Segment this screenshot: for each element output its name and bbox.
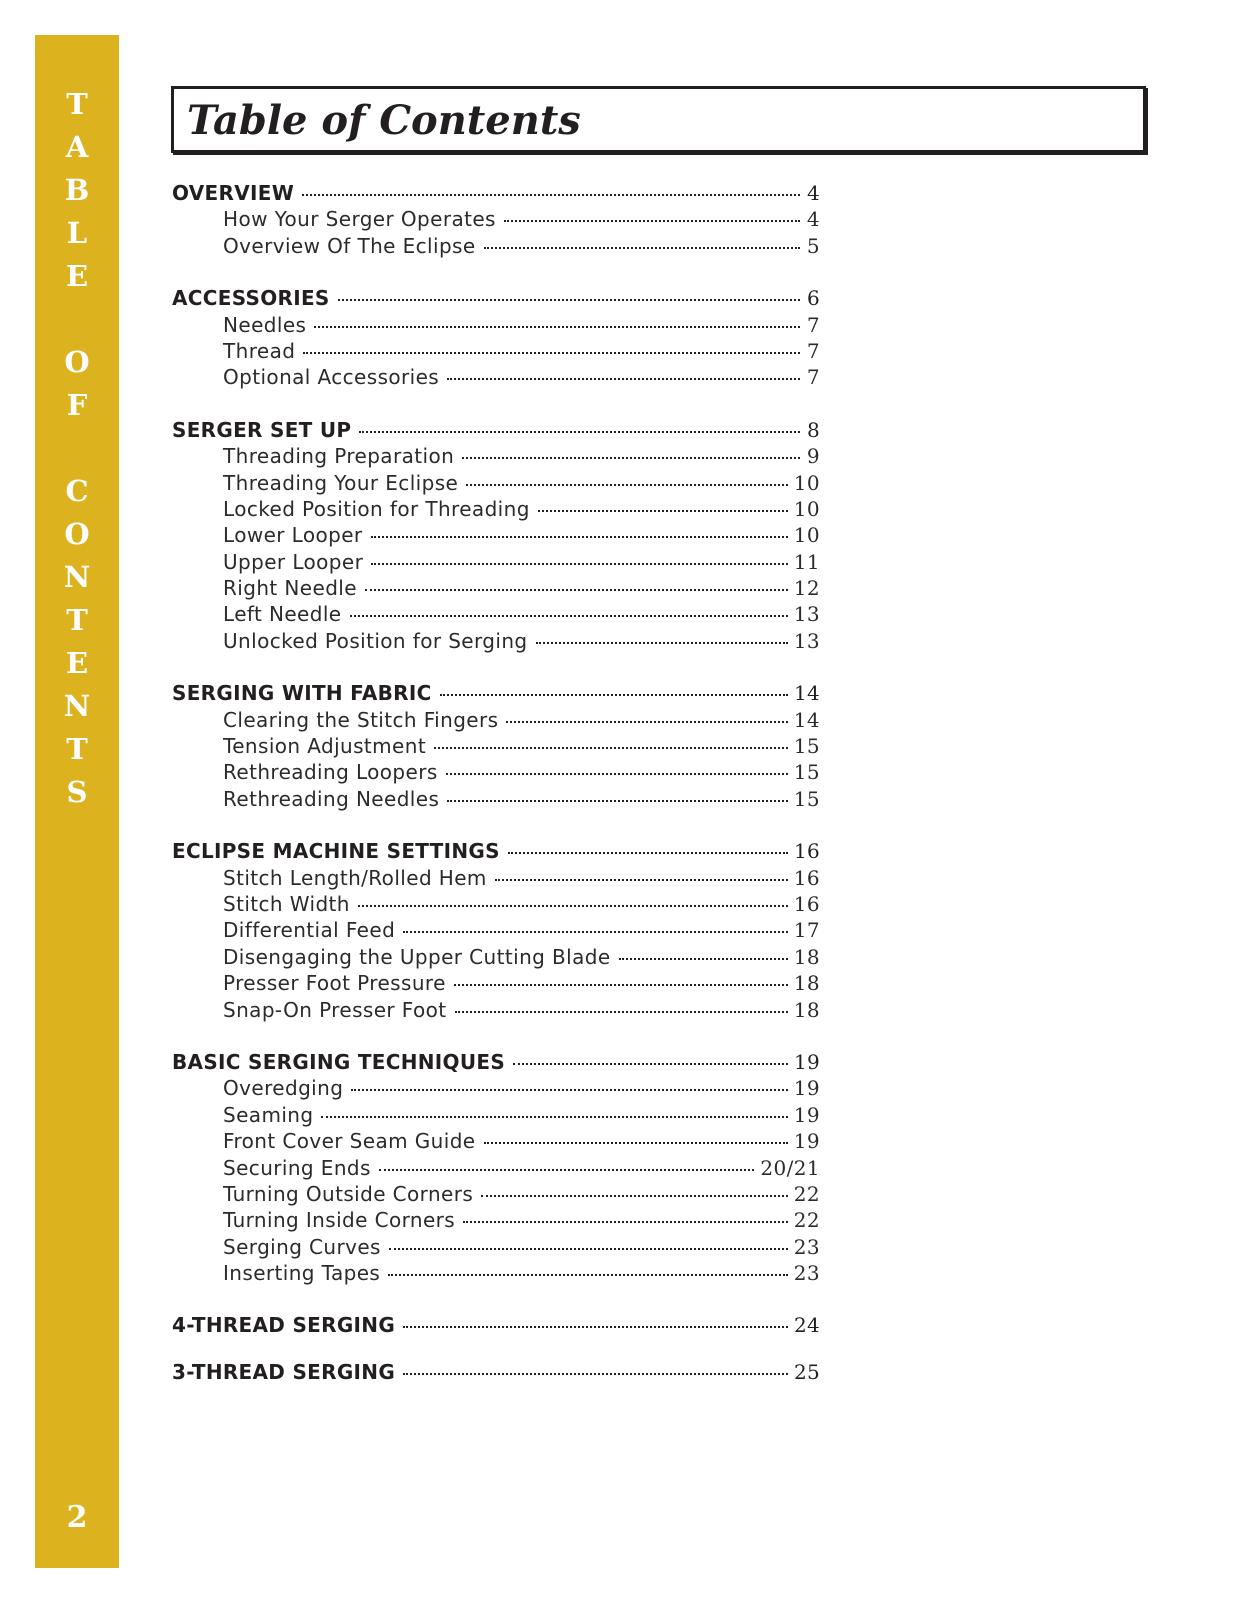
dot-leader	[351, 1089, 787, 1091]
dot-leader	[455, 1011, 788, 1013]
toc-entry-label: Front Cover Seam Guide	[223, 1129, 476, 1154]
dot-leader	[454, 984, 788, 986]
side-letter: A	[65, 130, 89, 164]
side-letter: O	[64, 517, 90, 551]
dot-leader	[447, 800, 787, 802]
toc-entry-label: Clearing the Stitch Fingers	[223, 707, 499, 732]
toc-section-heading[interactable]	[172, 285, 820, 311]
toc-entry-label: Inserting Tapes	[223, 1261, 381, 1286]
toc-entry[interactable]	[172, 206, 820, 232]
toc-entry-page-number: 17	[793, 918, 820, 943]
side-letter: T	[66, 732, 88, 766]
toc-section-heading-label: 3-THREAD SERGING	[172, 1359, 396, 1384]
toc-entry-label: Tension Adjustment	[223, 734, 427, 759]
title-box	[171, 86, 1146, 153]
toc-entry-page-number: 7	[806, 338, 820, 363]
toc-section-group	[172, 1359, 820, 1385]
toc-section-heading[interactable]	[172, 838, 820, 864]
toc-section-heading-label: BASIC SERGING TECHNIQUES	[172, 1049, 506, 1074]
toc-entry[interactable]	[172, 601, 820, 627]
toc-entry[interactable]	[172, 865, 820, 891]
toc-entry[interactable]	[172, 312, 820, 338]
toc-section-heading[interactable]	[172, 1049, 820, 1075]
toc-section-group	[172, 180, 820, 259]
toc-entry-page-number: 15	[793, 786, 820, 811]
toc-section-heading-page-number: 25	[793, 1359, 820, 1384]
dot-leader	[359, 431, 800, 433]
toc-entry[interactable]	[172, 1102, 820, 1128]
toc-entry-label: Lower Looper	[223, 523, 363, 548]
toc-entry[interactable]	[172, 1181, 820, 1207]
dot-leader	[508, 852, 788, 854]
toc-entry-label: Disengaging the Upper Cutting Blade	[223, 944, 611, 969]
toc-entry[interactable]	[172, 707, 820, 733]
toc-entry-label: Upper Looper	[223, 549, 364, 574]
toc-entry[interactable]	[172, 944, 820, 970]
toc-entry-page-number: 22	[793, 1208, 820, 1233]
toc-entry-page-number: 23	[793, 1261, 820, 1286]
page-title: Table of Contents	[187, 97, 581, 144]
toc-entry-page-number: 7	[806, 365, 820, 390]
dot-leader	[302, 194, 800, 196]
side-band	[35, 35, 119, 1568]
toc-section-heading[interactable]	[172, 180, 820, 206]
toc-entry[interactable]	[172, 443, 820, 469]
toc-entry-label: Securing Ends	[223, 1155, 371, 1180]
toc-entry-label: Differential Feed	[223, 918, 396, 943]
toc-entry[interactable]	[172, 891, 820, 917]
toc-entry-label: Overedging	[223, 1076, 344, 1101]
toc-entry-page-number: 19	[793, 1102, 820, 1127]
toc-entry[interactable]	[172, 496, 820, 522]
side-letter: T	[66, 87, 88, 121]
side-letter: E	[65, 259, 89, 293]
dot-leader	[440, 694, 788, 696]
toc-entry[interactable]	[172, 364, 820, 390]
toc-entry-page-number: 10	[793, 470, 820, 495]
toc-entry-label: Seaming	[223, 1102, 314, 1127]
toc-entry[interactable]	[172, 759, 820, 785]
toc-entry-label: Overview Of The Eclipse	[223, 233, 476, 258]
dot-leader	[484, 247, 800, 249]
toc-entry[interactable]	[172, 1260, 820, 1286]
side-vertical-title	[35, 83, 119, 814]
dot-leader	[338, 299, 800, 301]
dot-leader	[536, 642, 788, 644]
toc-section-group	[172, 1312, 820, 1338]
dot-leader	[350, 615, 788, 617]
toc-entry-page-number: 23	[793, 1234, 820, 1259]
dot-leader	[321, 1116, 787, 1118]
dot-leader	[447, 378, 800, 380]
toc-entry-label: Locked Position for Threading	[223, 496, 530, 521]
toc-section-group	[172, 417, 820, 655]
dot-leader	[365, 589, 788, 591]
toc-entry-page-number: 11	[793, 549, 820, 574]
toc-section-group	[172, 285, 820, 391]
toc-entry-label: Turning Inside Corners	[223, 1208, 456, 1233]
toc-entry-label: How Your Serger Operates	[223, 207, 496, 232]
toc-entry[interactable]	[172, 733, 820, 759]
toc-section-heading-page-number: 19	[793, 1049, 820, 1074]
toc-entry-label: Stitch Width	[223, 891, 350, 916]
toc-section-heading-page-number: 16	[793, 839, 820, 864]
toc-entry-label: Stitch Length/Rolled Hem	[223, 865, 487, 890]
toc-entry-label: Optional Accessories	[223, 365, 440, 390]
toc-section-heading-label: ECLIPSE MACHINE SETTINGS	[172, 839, 500, 864]
toc-entry-page-number: 15	[793, 734, 820, 759]
toc-entry-page-number: 10	[793, 496, 820, 521]
dot-leader	[481, 1195, 788, 1197]
dot-leader	[389, 1248, 788, 1250]
toc-entry-page-number: 22	[793, 1181, 820, 1206]
toc-entry-page-number: 19	[793, 1129, 820, 1154]
toc-entry[interactable]	[172, 1155, 820, 1181]
dot-leader	[303, 352, 800, 354]
toc-section-heading-label: SERGING WITH FABRIC	[172, 681, 432, 706]
side-letter: B	[64, 173, 90, 207]
toc-entry[interactable]	[172, 575, 820, 601]
toc-entry[interactable]	[172, 628, 820, 654]
toc-entry-label: Presser Foot Pressure	[223, 971, 446, 996]
toc-entry-page-number: 13	[793, 602, 820, 627]
toc-section-heading-page-number: 8	[806, 417, 820, 442]
side-letter: C	[65, 474, 89, 508]
toc-entry-label: Right Needle	[223, 576, 357, 601]
toc-entry-label: Unlocked Position for Serging	[223, 628, 528, 653]
side-letter: O	[64, 345, 90, 379]
toc-entry-page-number: 18	[793, 971, 820, 996]
toc-entry-label: Rethreading Needles	[223, 786, 440, 811]
toc-entry[interactable]	[172, 233, 820, 259]
toc-section-group	[172, 1049, 820, 1287]
toc-entry-label: Threading Your Eclipse	[223, 470, 459, 495]
dot-leader	[371, 536, 788, 538]
toc-entry-page-number: 16	[793, 891, 820, 916]
dot-leader	[506, 721, 787, 723]
toc-entry-page-number: 9	[806, 444, 820, 469]
toc-entry-page-number: 14	[793, 707, 820, 732]
toc-section-heading-page-number: 4	[806, 181, 820, 205]
toc-entry-page-number: 10	[793, 523, 820, 548]
toc-entry-page-number: 15	[793, 760, 820, 785]
toc-entry-page-number: 4	[806, 207, 820, 232]
toc-entry-label: Turning Outside Corners	[223, 1181, 474, 1206]
dot-leader	[403, 1373, 788, 1375]
toc-section-heading-page-number: 24	[793, 1313, 820, 1338]
toc-entry[interactable]	[172, 522, 820, 548]
toc-entry-label: Needles	[223, 312, 307, 337]
toc-entry-label: Rethreading Loopers	[223, 760, 438, 785]
dot-leader	[466, 484, 788, 486]
dot-leader	[388, 1274, 788, 1276]
toc-entry[interactable]	[172, 786, 820, 812]
toc-section-heading[interactable]	[172, 417, 820, 443]
toc-entry-page-number: 19	[793, 1076, 820, 1101]
toc-section-heading[interactable]	[172, 1312, 820, 1338]
toc-section-heading-label: 4-THREAD SERGING	[172, 1313, 396, 1338]
dot-leader	[619, 958, 788, 960]
table-of-contents	[172, 180, 820, 1385]
toc-entry-page-number: 12	[793, 576, 820, 601]
toc-entry-page-number: 7	[806, 312, 820, 337]
dot-leader	[314, 326, 800, 328]
toc-entry-label: Thread	[223, 338, 296, 363]
dot-leader	[462, 457, 800, 459]
toc-entry[interactable]	[172, 549, 820, 575]
toc-entry[interactable]	[172, 338, 820, 364]
dot-leader	[538, 510, 788, 512]
toc-entry[interactable]	[172, 917, 820, 943]
toc-entry[interactable]	[172, 970, 820, 996]
toc-section-group	[172, 838, 820, 1023]
toc-entry-label: Threading Preparation	[223, 444, 455, 469]
dot-leader	[504, 220, 800, 222]
side-letter: E	[65, 646, 89, 680]
toc-entry-page-number: 18	[793, 944, 820, 969]
toc-entry[interactable]	[172, 1075, 820, 1101]
toc-section-heading[interactable]	[172, 680, 820, 706]
toc-entry[interactable]	[172, 1207, 820, 1233]
dot-leader	[379, 1169, 755, 1171]
page-number: 2	[66, 1500, 88, 1535]
toc-entry[interactable]	[172, 470, 820, 496]
toc-entry-label: Left Needle	[223, 602, 342, 627]
dot-leader	[358, 905, 788, 907]
side-letter: N	[63, 560, 91, 594]
toc-entry-label: Serging Curves	[223, 1234, 381, 1259]
dot-leader	[484, 1142, 788, 1144]
toc-section-group	[172, 680, 820, 812]
dot-leader	[403, 1326, 788, 1328]
side-letter: F	[66, 388, 88, 422]
dot-leader	[446, 773, 788, 775]
toc-section-heading[interactable]	[172, 1359, 820, 1385]
dot-leader	[463, 1221, 788, 1223]
side-letter: N	[63, 689, 91, 723]
toc-entry-page-number: 18	[793, 997, 820, 1022]
toc-entry-page-number: 16	[793, 865, 820, 890]
toc-entry-label: Snap-On Presser Foot	[223, 997, 447, 1022]
dot-leader	[403, 931, 788, 933]
toc-section-heading-label: OVERVIEW	[172, 181, 295, 205]
toc-entry[interactable]	[172, 997, 820, 1023]
dot-leader	[371, 563, 788, 565]
toc-section-heading-page-number: 14	[793, 681, 820, 706]
toc-section-heading-label: ACCESSORIES	[172, 286, 330, 311]
side-letter: S	[66, 775, 88, 809]
toc-entry-page-number: 13	[793, 628, 820, 653]
side-letter: L	[66, 216, 88, 250]
side-letter: T	[66, 603, 88, 637]
dot-leader	[434, 747, 788, 749]
toc-entry-page-number: 20/21	[760, 1155, 820, 1180]
dot-leader	[495, 879, 788, 881]
toc-entry[interactable]	[172, 1234, 820, 1260]
toc-section-heading-page-number: 6	[806, 286, 820, 311]
toc-section-heading-label: SERGER SET UP	[172, 417, 352, 442]
toc-entry-page-number: 5	[806, 233, 820, 258]
dot-leader	[513, 1063, 788, 1065]
toc-entry[interactable]	[172, 1128, 820, 1154]
